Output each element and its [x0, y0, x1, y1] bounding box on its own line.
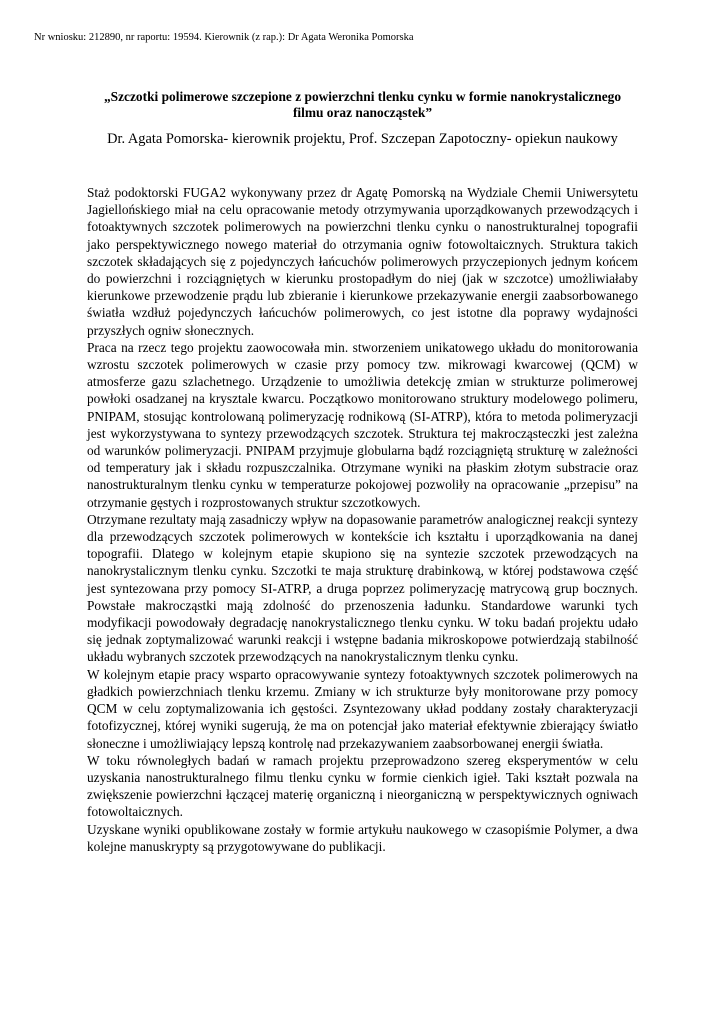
body-paragraph: W kolejnym etapie pracy wsparto opracowywanie syntezy fotoaktywnych szczotek polimerowych na gładkich powierzchniach tlenku krzemu. Zmiany w ich strukturze były monitorowane przy pomocy QCM w celu zoptymalizowania ich gęstości. Zsyntezowany układ poddany zostały charakteryzacji fotofizycznej, której wyniki sugerują, że ma on potencjał jako materiał efektywnie zbierający światło słoneczne i umożliwiający lepszą kontrolę nad przekazywaniem zaabsorbowanej energii światła.	[87, 666, 638, 751]
body-paragraph: Praca na rzecz tego projektu zaowocowała min. stworzeniem unikatowego układu do monitorowania wzrostu szczotek polimerowych w czasie przy pomocy tzw. mikrowagi kwarcowej (QCM) w atmosferze gazu szlachetnego. Urządzenie to umożliwia detekcję zmian w strukturze polimerowej powłoki osadzanej na krysztale kwarcu. Początkowo monitorowano struktury modelowego polimeru, PNIPAM, stosując kontrolowaną polimeryzację rodnikową (SI-ATRP), która to metoda polimeryzacji jest wykorzystywana to syntezy przewodzących szczotek. Struktura tej makrocząsteczki jest zależna od warunków polimeryzacji. PNIPAM przyjmuje globularna bądź rozciągniętą strukturę w zależności od temperatury jak i składu rozpuszczalnika. Otrzymane wyniki na płaskim złotym substracie oraz nanostrukturalnym tlenku cynku w temperaturze pokojowej pozwoliły na opracowanie „przepisu” na otrzymanie gęstych i rozprostowanych struktur szczotkowych.	[87, 339, 638, 510]
document-authors: Dr. Agata Pomorska- kierownik projektu, Prof. Szczepan Zapotoczny- opiekun naukowy	[107, 131, 618, 147]
body-paragraph: Staż podoktorski FUGA2 wykonywany przez dr Agatę Pomorską na Wydziale Chemii Uniwersytetu Jagiellońskiego miał na celu opracowanie metody otrzymywania uporządkowanych przewodzących i fotoaktywnych szczotek polimerowych na powierzchni tlenku cynku o nanostrukturalnej topografii jako perspektywicznego nowego materiał do otrzymania ogniw fotowoltaicznych. Struktura takich szczotek składających się z pojedynczych łańcuchów polimerowych przyczepionych jednym końcem do powierzchni i rozciągniętych w kierunku prostopadłym do niej (jak w szczotce) umożliwiałaby kierunkowe przewodzenie prądu lub zbieranie i kierunkowe przekazywanie energii zaabsorbowanego światła wzdłuż pojedynczych łańcuchów polimerowych, co jest istotne dla poprawy wydajności przyszłych ogniw słonecznych.	[87, 185, 638, 338]
document-title: „Szczotki polimerowe szczepione z powierzchni tlenku cynku w formie nanokrystalicznego filmu oraz nanocząstek”	[103, 89, 622, 120]
body-paragraph: Otrzymane rezultaty mają zasadniczy wpływ na dopasowanie parametrów analogicznej reakcji syntezy dla przewodzących szczotek polimerowych w kontekście ich kształtu i uporządkowania na danej topografii. Dlatego w kolejnym etapie skupiono się na syntezie szczotek przewodzących na nanokrystalicznym tlenku cynku. Szczotki te maja strukturę drabinkową, w której podstawowa część jest syntezowana przy pomocy SI-ATRP, a druga poprzez polimeryzację matrycową grup bocznych. Powstałe makrocząstki mają zdolność do przenoszenia ładunku. Standardowe warunki tych modyfikacji powodowały degradację nanokrystalicznego tlenku cynku. W toku badań projektu udało się jednak zoptymalizować warunki reakcji i wstępne badania mikroskopowe potwierdzają stabilność układu wybranych szczotek przewodzących na nanokrystalicznym tlenku cynku.	[87, 511, 638, 665]
document-body	[87, 184, 638, 855]
body-paragraph: Uzyskane wyniki opublikowane zostały w formie artykułu naukowego w czasopiśmie Polymer, a dwa kolejne manuskrypty są przygotowywane do publikacji.	[87, 821, 638, 854]
report-header-meta: Nr wniosku: 212890, nr raportu: 19594. Kierownik (z rap.): Dr Agata Weronika Pomorska	[34, 32, 414, 43]
body-paragraph: W toku równoległych badań w ramach projektu przeprowadzono szereg eksperymentów w celu uzyskania nanostrukturalnego filmu tlenku cynku w formie cienkich igieł. Taki kształt pozwala na zwiększenie powierzchni łączącej materię organiczną i nieorganiczną w perspektywicznych ogniwach fotowoltaicznych.	[87, 752, 638, 820]
